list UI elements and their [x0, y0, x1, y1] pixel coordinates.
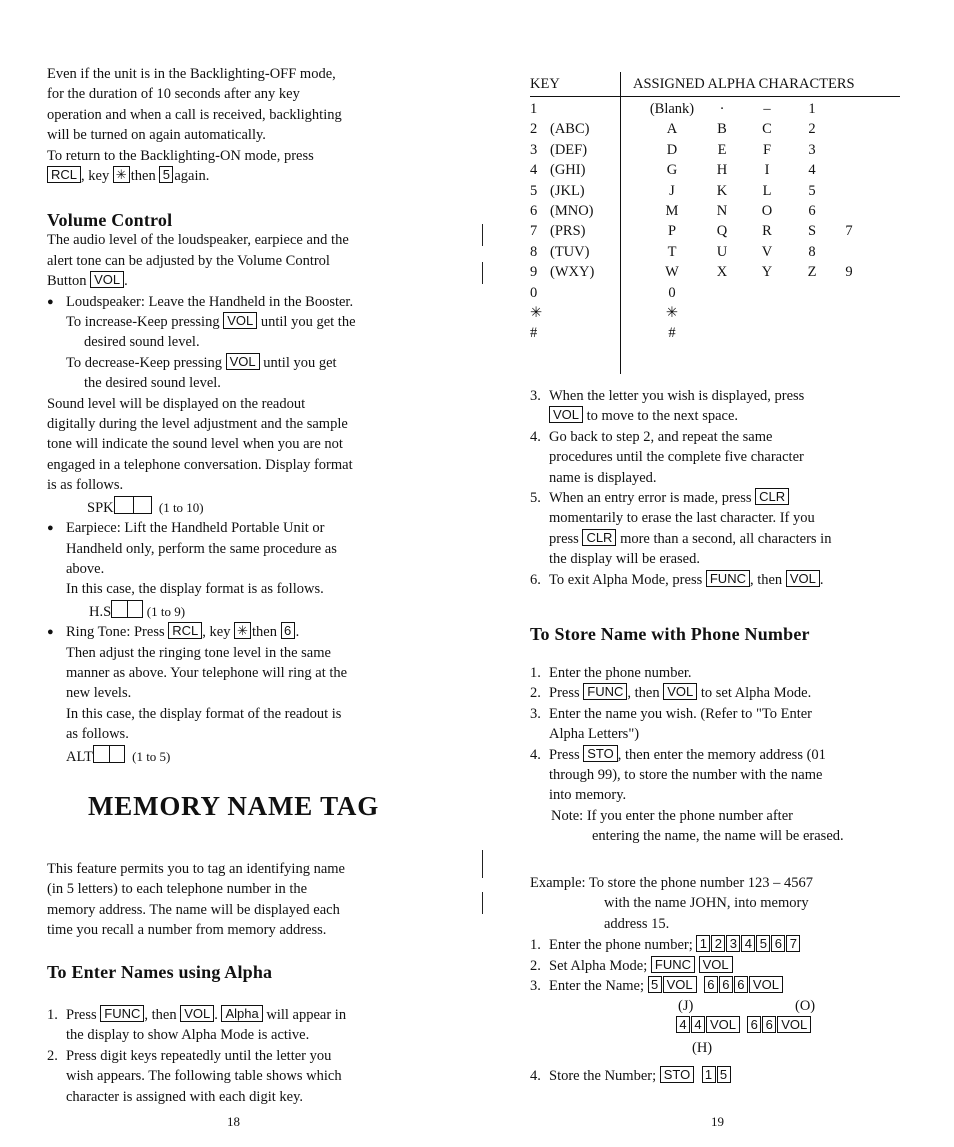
char-cell: 3	[808, 141, 816, 158]
step-3: 3. When the letter you wish is displayed, press VOL to move to the next space.	[530, 388, 805, 425]
key-letters-cell: (PRS)	[550, 223, 586, 240]
intro-line-5: To return to the Backlighting-ON mode, press	[47, 147, 314, 164]
alpha-table-body	[530, 99, 864, 344]
char-cell: V	[761, 243, 773, 260]
vol-key: VOL	[749, 976, 783, 993]
char-cell: E	[717, 141, 727, 158]
key-letters-cell: (JKL)	[550, 182, 585, 199]
key-letters-cell	[550, 303, 620, 323]
spacer-cell	[620, 160, 644, 180]
key-letters-cell	[550, 323, 620, 343]
table-row	[530, 181, 864, 201]
step-6: 6. To exit Alpha Mode, press FUNC , then VOL .	[530, 570, 824, 588]
key-letters-cell: (ABC)	[550, 121, 590, 138]
digit-key: 6	[771, 935, 785, 952]
spacer-cell	[620, 221, 644, 241]
sound-level-1: Sound level will be displayed on the readout	[47, 395, 306, 412]
letter-label-o: (O)	[795, 998, 816, 1015]
vol-key: VOL	[777, 1016, 811, 1033]
table-row	[530, 119, 864, 139]
digit-key: 6	[747, 1016, 761, 1033]
key-letters-cell: (WXY)	[550, 264, 595, 281]
digit-key: 1	[702, 1066, 716, 1083]
store-note: Note: If you enter the phone number after	[551, 807, 793, 824]
char-cell	[700, 283, 744, 303]
char-cell: 8	[808, 243, 816, 260]
step-5: 5. When an entry error is made, press CLR momentarily to erase the last character. If you press CLR more than a second, all characters in the display will be erased.	[530, 489, 832, 568]
example-line-2: with the name JOHN, into memory	[604, 895, 809, 912]
spacer-cell	[620, 140, 644, 160]
ring-line-6: as follows.	[66, 726, 129, 743]
char-cell	[744, 283, 790, 303]
char-cell: 9	[845, 264, 853, 281]
table-row	[530, 283, 864, 303]
char-cell: L	[762, 182, 772, 199]
spacer-cell	[620, 323, 644, 343]
vol-key: VOL	[663, 976, 697, 993]
key-letters-cell: (DEF)	[550, 141, 588, 158]
key-letters-cell: (TUV)	[550, 243, 590, 260]
spacer-cell	[620, 242, 644, 262]
key-cell: ✳	[530, 305, 543, 322]
digit-key: 6	[281, 622, 295, 639]
gutter-mark	[482, 262, 483, 284]
spacer-cell	[620, 119, 644, 139]
char-cell: F	[762, 141, 772, 158]
letter-label-h: (H)	[692, 1040, 713, 1057]
page-number-left: 18	[227, 1114, 240, 1129]
char-cell: 7	[845, 223, 853, 240]
char-cell	[834, 242, 864, 262]
key-letters-cell: (MNO)	[550, 203, 594, 220]
display-box	[114, 496, 152, 514]
key-cell: 5	[530, 182, 538, 199]
example-step-3: 3. Enter the Name; 5 VOL 6 6 6 VOL	[530, 976, 920, 996]
sound-level-5: is as follows.	[47, 477, 124, 494]
spacer-cell	[620, 201, 644, 221]
key-cell: 2	[530, 121, 538, 138]
char-cell: G	[666, 162, 678, 179]
table-header	[530, 72, 900, 97]
char-cell: U	[716, 243, 728, 260]
char-cell: 0	[668, 284, 676, 301]
left-page	[47, 64, 427, 186]
table-row	[530, 242, 864, 262]
right-steps	[530, 386, 910, 590]
char-cell: #	[668, 325, 676, 342]
digit-key: 4	[741, 935, 755, 952]
earpiece-line-4: In this case, the display format is as follows.	[66, 581, 324, 598]
rcl-key: RCL	[168, 622, 202, 639]
gutter-mark	[482, 892, 483, 914]
spacer-cell	[620, 181, 644, 201]
earpiece-line-3: above.	[66, 560, 105, 577]
char-cell: Z	[807, 264, 817, 281]
char-cell: N	[716, 203, 728, 220]
alpha-step-2: 2. Press digit keys repeatedly until the letter you wish appears. The following table shows which character is assigned with each digit key.	[47, 1047, 342, 1105]
store-name-heading: To Store Name with Phone Number	[530, 624, 810, 644]
gutter-mark	[482, 224, 483, 246]
func-key: FUNC	[100, 1005, 144, 1022]
char-cell: M	[665, 203, 679, 220]
char-cell: B	[717, 121, 727, 138]
memory-intro: This feature permits you to tag an identifying name (in 5 letters) to each telephone number in the memory address. The name will be displayed each time you recall a number from memory address.	[47, 861, 345, 939]
ring-line-5: In this case, the display format of the readout is	[66, 705, 342, 722]
sto-key: STO	[583, 745, 618, 762]
decrease-line-2: the desired sound level.	[84, 375, 221, 392]
key-cell: 4	[530, 162, 538, 179]
char-cell: S	[807, 223, 817, 240]
chars-column-header: ASSIGNED ALPHA CHARACTERS	[633, 76, 855, 92]
char-cell	[834, 160, 864, 180]
char-cell: K	[716, 182, 728, 199]
char-cell	[834, 99, 864, 119]
clr-key: CLR	[755, 488, 789, 505]
vol-key: VOL	[180, 1005, 214, 1022]
char-cell: T	[667, 243, 677, 260]
digit-key: 5	[756, 935, 770, 952]
spacer-cell	[620, 262, 644, 282]
enter-names-heading: To Enter Names using Alpha	[47, 962, 273, 982]
hs-display-format: H.S (1 to 9)	[47, 600, 427, 622]
spacer-cell	[620, 99, 644, 119]
key-column-header: KEY	[530, 76, 560, 92]
store-steps	[530, 663, 910, 847]
vol-key: VOL	[549, 406, 583, 423]
char-cell: H	[716, 162, 728, 179]
char-cell	[834, 181, 864, 201]
key-cell: #	[530, 325, 538, 342]
sound-level-2: digitally during the level adjustment and the sample	[47, 416, 348, 433]
earpiece-line-2: Handheld only, perform the same procedure as	[66, 540, 337, 557]
digit-key: 5	[648, 976, 662, 993]
char-cell	[790, 323, 834, 343]
char-cell	[834, 119, 864, 139]
store-step-4: 4. Press STO , then enter the memory address (01 through 99), to store the number with the name into memory.	[530, 745, 826, 804]
intro-line-3: operation and when a call is received, backlighting	[47, 106, 342, 123]
earpiece-item: ● Earpiece: Lift the Handheld Portable Unit or	[47, 518, 427, 538]
char-cell: O	[761, 203, 773, 220]
key-cell: 0	[530, 284, 538, 301]
store-step-3: 3. Enter the name you wish. (Refer to "To Enter Alpha Letters")	[530, 705, 813, 743]
digit-key: 6	[734, 976, 748, 993]
clr-key: CLR	[582, 529, 616, 546]
key-cell: 6	[530, 203, 538, 220]
volume-control-heading: Volume Control	[47, 210, 173, 230]
example-line-3: address 15.	[604, 915, 670, 932]
rcl-key: RCL	[47, 166, 81, 183]
spk-display-format: SPK (1 to 10)	[47, 496, 427, 518]
table-row	[530, 140, 864, 160]
sto-key: STO	[660, 1066, 695, 1083]
vol-key: VOL	[663, 683, 697, 700]
char-cell: Q	[716, 223, 728, 240]
table-row	[530, 221, 864, 241]
table-row	[530, 323, 864, 343]
char-cell	[834, 323, 864, 343]
key-cell: 3	[530, 141, 538, 158]
digit-key: 4	[676, 1016, 690, 1033]
char-cell: 2	[808, 121, 816, 138]
char-cell: ·	[719, 101, 725, 117]
digit-key: 6	[704, 976, 718, 993]
char-cell: A	[666, 121, 678, 138]
key-cell: 7	[530, 223, 538, 240]
digit-key: 1	[696, 935, 710, 952]
key-letters-cell	[550, 283, 620, 303]
sound-level-3: tone will indicate the sound level when you are not	[47, 436, 343, 453]
key-cell: 8	[530, 243, 538, 260]
char-cell	[700, 303, 744, 323]
volume-control-section	[47, 210, 427, 767]
star-key: ✳	[113, 166, 130, 183]
table-row	[530, 160, 864, 180]
spacer-cell	[620, 303, 644, 323]
digit-key: 2	[711, 935, 725, 952]
sound-level-4: engaged in a telephone conversation. Display format	[47, 456, 353, 473]
intro-line-2: for the duration of 10 seconds after any key	[47, 86, 300, 103]
volume-text-3: Button VOL .	[47, 272, 128, 290]
digit-key: 7	[786, 935, 800, 952]
ring-line-2: Then adjust the ringing tone level in the same	[66, 644, 331, 661]
vol-key: VOL	[706, 1016, 740, 1033]
digit-key: 6	[762, 1016, 776, 1033]
char-cell: C	[762, 121, 772, 138]
increase-line: To increase-Keep pressing VOL until you get the	[66, 313, 356, 331]
vol-key: VOL	[786, 570, 820, 587]
table-row	[530, 262, 864, 282]
ring-line-3: manner as above. Your telephone will ring at the	[66, 664, 348, 681]
ring-tone-item: ● Ring Tone: Press RCL , key ✳ then 6 .	[47, 622, 427, 642]
alpha-step-1: 1. Press FUNC , then VOL . Alpha will appear in the display to show Alpha Mode is active.	[47, 1006, 347, 1044]
ring-line-4: new levels.	[66, 685, 132, 702]
digit-key: 4	[691, 1016, 705, 1033]
name-labels-row	[530, 996, 920, 1016]
char-cell: Y	[761, 264, 773, 281]
digit-key: 5	[717, 1066, 731, 1083]
store-step-2: 2. Press FUNC , then VOL to set Alpha Mode.	[530, 684, 812, 702]
example-line-1: Example: To store the phone number 123 – 4567	[530, 875, 814, 891]
vol-key: VOL	[90, 271, 124, 288]
step-4: 4. Go back to step 2, and repeat the same procedures until the complete five character name is displayed.	[530, 428, 804, 486]
char-cell: X	[716, 264, 728, 281]
func-key: FUNC	[706, 570, 750, 587]
example-step-4: 4. Store the Number; STO 1 5	[530, 1066, 920, 1086]
vol-key: VOL	[223, 312, 257, 329]
volume-text-2: alert tone can be adjusted by the Volume Control	[47, 252, 330, 269]
key-letters-cell: (GHI)	[550, 162, 586, 179]
table-row	[530, 303, 864, 323]
letter-label-j: (J)	[678, 998, 694, 1015]
char-cell	[744, 303, 790, 323]
char-cell	[744, 323, 790, 343]
char-cell	[834, 283, 864, 303]
char-cell: ✳	[665, 305, 679, 322]
example-step-2: 2. Set Alpha Mode; FUNC VOL	[530, 956, 920, 976]
name-labels-row-2	[530, 1038, 920, 1060]
vol-key: VOL	[226, 353, 260, 370]
char-cell	[700, 323, 744, 343]
vol-key: VOL	[699, 956, 733, 973]
key-cell: 1	[530, 101, 538, 117]
volume-text-1: The audio level of the loudspeaker, earpiece and the	[47, 232, 349, 249]
store-note-2: entering the name, the name will be erased.	[592, 828, 844, 845]
char-cell: W	[665, 264, 679, 281]
example-section	[530, 873, 920, 1087]
char-cell: D	[666, 141, 678, 158]
store-step-1: 1. Enter the phone number.	[530, 665, 692, 681]
char-cell: 5	[808, 182, 816, 199]
intro-line-1: Even if the unit is in the Backlighting-OFF mode,	[47, 66, 336, 82]
char-cell: (Blank)	[649, 101, 695, 117]
increase-line-2: desired sound level.	[84, 334, 200, 351]
alpha-steps	[47, 1005, 427, 1107]
char-cell: P	[667, 223, 677, 240]
char-cell: J	[669, 182, 675, 199]
char-cell	[790, 303, 834, 323]
table-divider-vertical	[620, 72, 621, 374]
digit-key: 5	[159, 166, 173, 183]
char-cell	[834, 201, 864, 221]
table-row	[530, 201, 864, 221]
char-cell: I	[764, 162, 770, 179]
display-box	[93, 745, 125, 763]
char-cell: –	[763, 101, 771, 117]
page-number-right: 19	[711, 1114, 724, 1129]
digit-key: 6	[719, 976, 733, 993]
char-cell: 6	[808, 203, 816, 220]
star-key: ✳	[234, 622, 251, 639]
alpha-indicator: Alpha	[221, 1005, 262, 1022]
intro-line-4: will be turned on again automatically.	[47, 127, 266, 144]
func-key: FUNC	[651, 956, 695, 973]
digit-key: 3	[726, 935, 740, 952]
char-cell: 1	[808, 101, 816, 117]
alpha-character-table	[530, 72, 900, 344]
decrease-line: To decrease-Keep pressing VOL until you get	[66, 353, 337, 371]
loudspeaker-item: ● Loudspeaker: Leave the Handheld in the Booster.	[47, 292, 427, 312]
char-cell: 4	[808, 162, 816, 179]
spacer-cell	[620, 283, 644, 303]
char-cell: R	[762, 223, 772, 240]
key-letters-cell	[550, 99, 620, 119]
char-cell	[790, 283, 834, 303]
phone-digit-keys	[696, 937, 801, 953]
table-row	[530, 99, 864, 119]
gutter-mark	[482, 850, 483, 878]
func-key: FUNC	[583, 683, 627, 700]
example-step-3b	[530, 1016, 920, 1038]
example-step-1: 1. Enter the phone number; 1 2 3 4 5 6 7	[530, 935, 920, 955]
key-cell: 9	[530, 264, 538, 281]
intro-line-6: RCL , key ✳ then 5 again.	[47, 166, 427, 186]
alt-display-format: ALT (1 to 5)	[47, 745, 427, 767]
memory-name-tag-heading: MEMORY NAME TAG	[88, 791, 380, 821]
char-cell	[834, 303, 864, 323]
char-cell	[834, 140, 864, 160]
display-box	[111, 600, 143, 618]
